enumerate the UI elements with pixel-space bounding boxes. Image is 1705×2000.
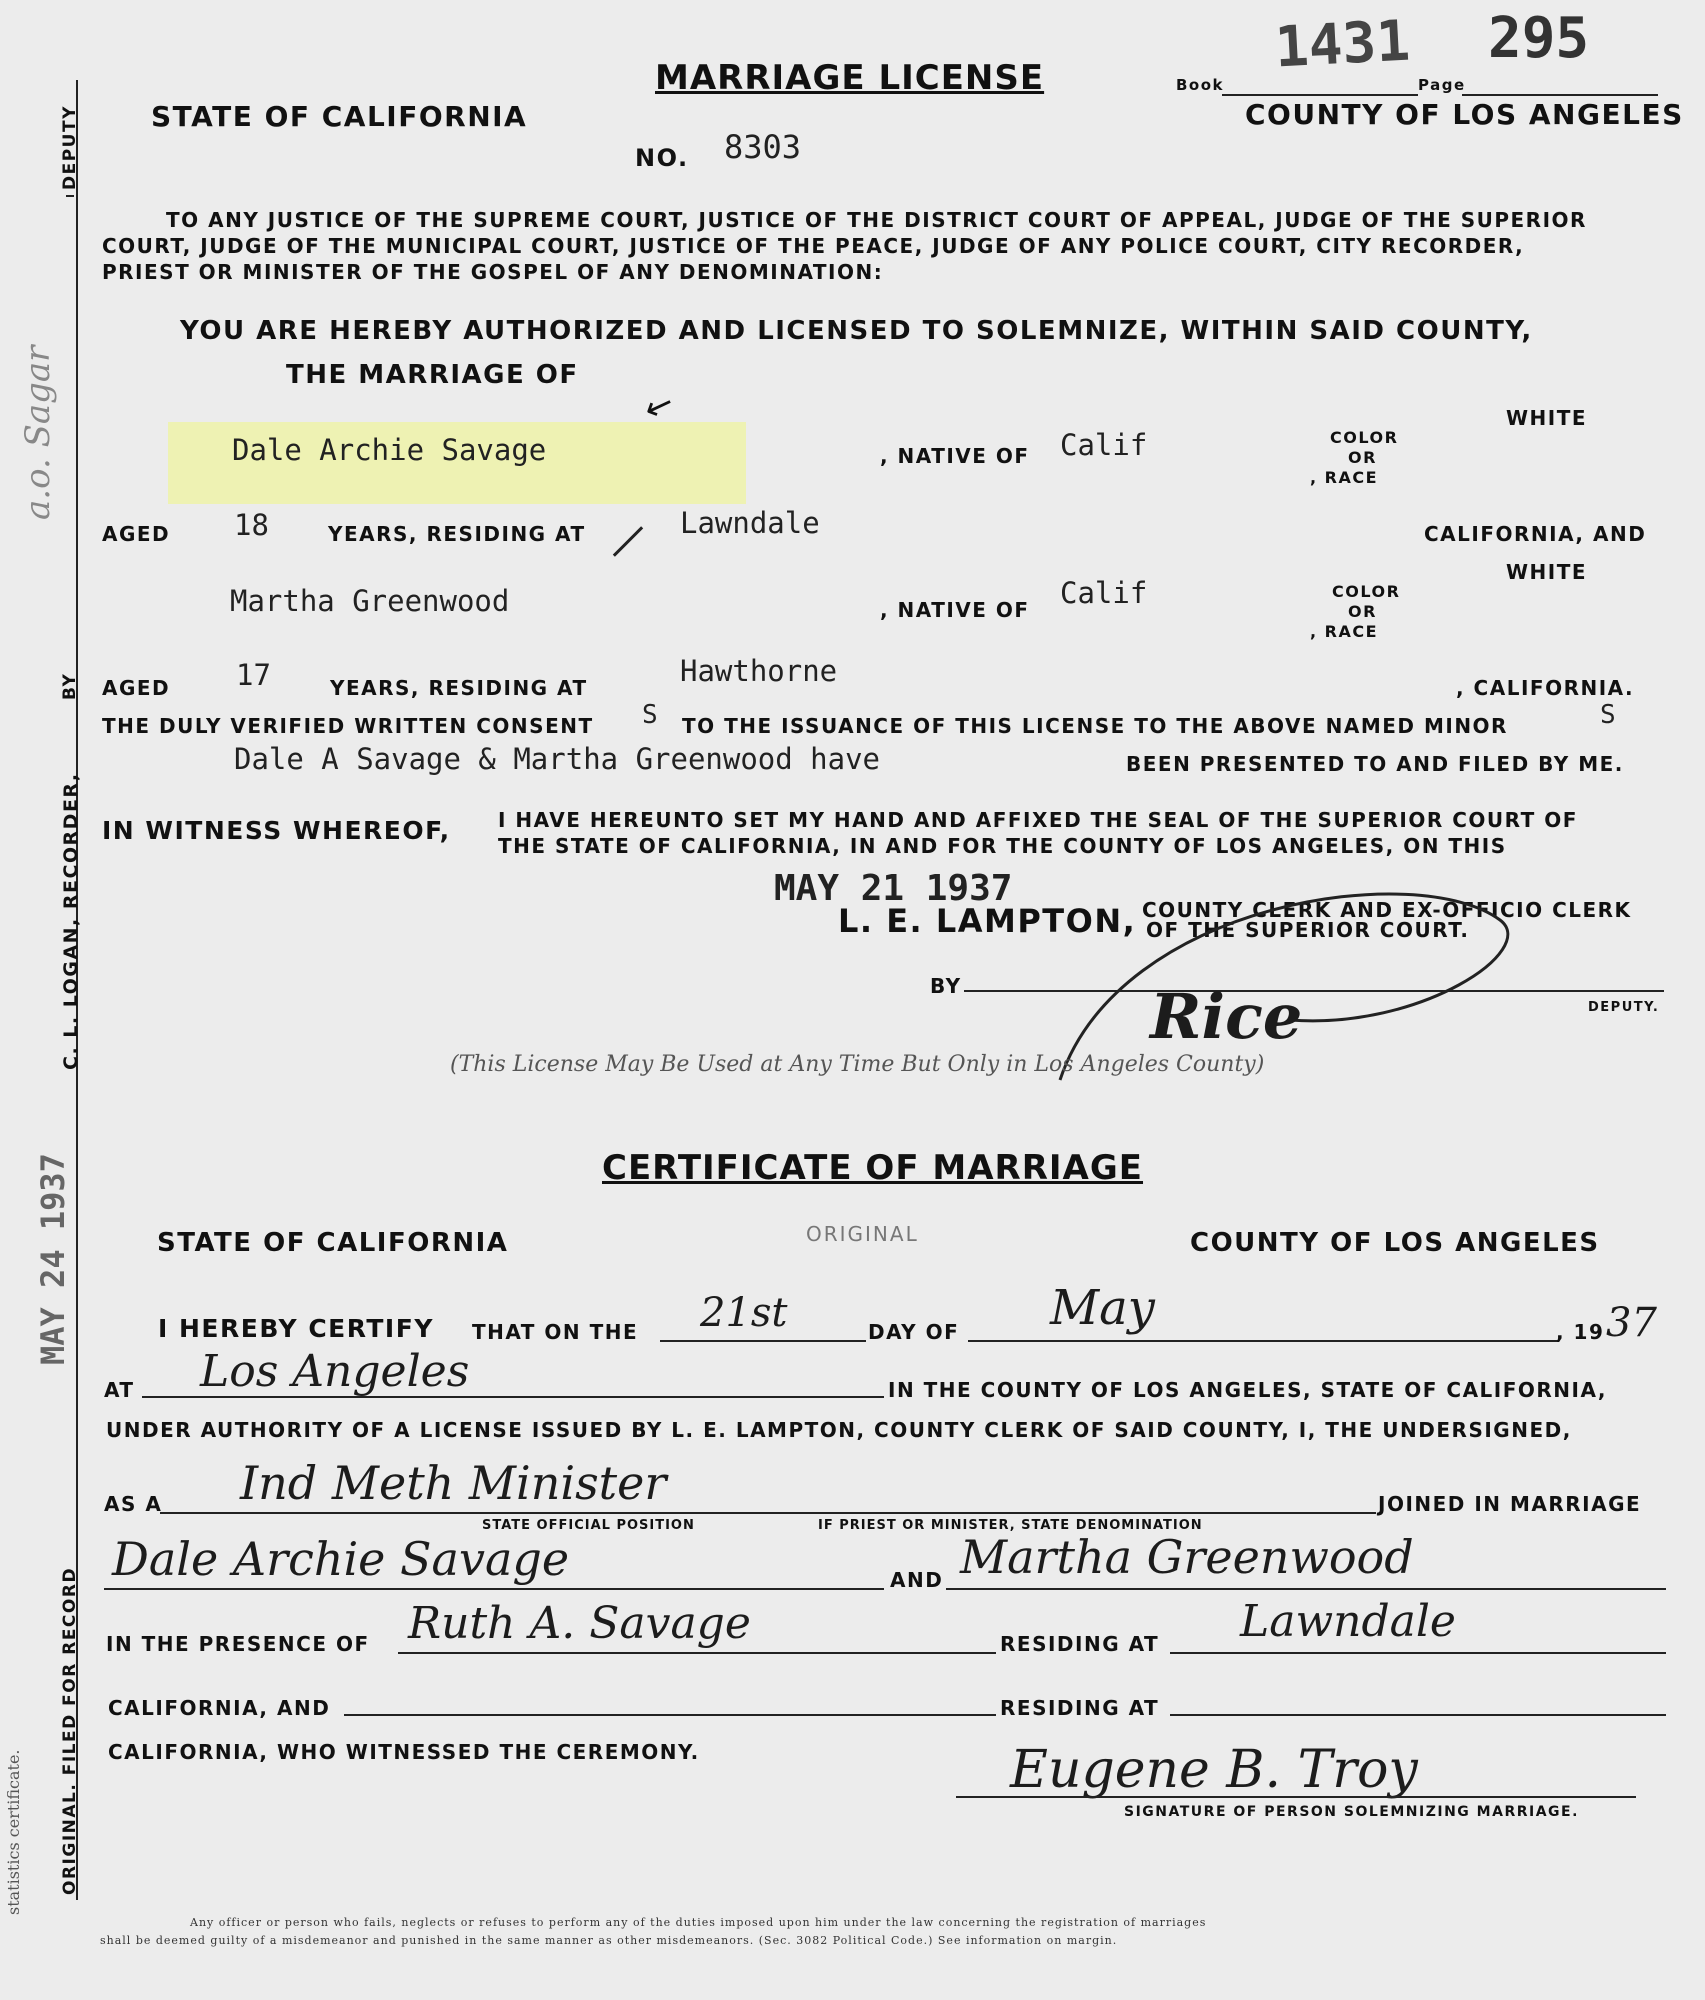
witness-text-2: THE STATE OF CALIFORNIA, IN AND FOR THE COUNTY OF LOS ANGELES, ON THIS (498, 834, 1507, 858)
consent-names: Dale A Savage & Martha Greenwood have (234, 742, 881, 776)
ceremony-text: CALIFORNIA, WHO WITNESSED THE CEREMONY. (108, 1740, 700, 1764)
by-label: BY (930, 974, 962, 998)
bride-color-label: COLOR (1332, 582, 1401, 601)
second-witness-line (344, 1714, 996, 1716)
groom-name: Dale Archie Savage (232, 433, 547, 467)
year-prefix: , 19 (1556, 1320, 1605, 1344)
bride-native: Calif (1060, 576, 1148, 610)
page-number-stamp: 295 (1488, 6, 1590, 71)
footer-line-2: shall be deemed guilty of a misdemeanor and punished in the same manner as other misdemeanors. (Sec. 3082 Political Code.) See information on margin. (100, 1934, 1118, 1947)
as-a-label: AS A (104, 1492, 163, 1516)
groom-age: 18 (234, 508, 269, 542)
consent-text-b: TO THE ISSUANCE OF THIS LICENSE TO THE ABOVE NAMED MINOR (682, 714, 1508, 738)
certificate-month: May (1050, 1280, 1155, 1336)
consent-plural-2: S (1600, 700, 1616, 730)
marriage-of-label: THE MARRIAGE OF (286, 360, 579, 390)
position-line (160, 1512, 1376, 1514)
bride-residing-label: YEARS, RESIDING AT (330, 676, 588, 700)
groom-race: WHITE (1506, 406, 1588, 430)
original-label: ORIGINAL (806, 1222, 919, 1246)
license-state: STATE OF CALIFORNIA (151, 100, 528, 133)
deputy-tick (66, 195, 74, 197)
certificate-place: Los Angeles (200, 1346, 470, 1397)
denomination-caption: IF PRIEST OR MINISTER, STATE DENOMINATION (818, 1518, 1203, 1533)
signature-caption: SIGNATURE OF PERSON SOLEMNIZING MARRIAGE. (1124, 1804, 1579, 1820)
deputy-label: DEPUTY. (1588, 1000, 1660, 1015)
bride-race-label: , RACE (1310, 622, 1379, 641)
residing-at-label-2: RESIDING AT (1000, 1696, 1160, 1720)
clerk-title-2: OF THE SUPERIOR COURT. (1146, 918, 1470, 942)
addressees-line-3: PRIEST OR MINISTER OF THE GOSPEL OF ANY DENOMINATION: (102, 260, 884, 284)
recorder-name: C. L. LOGAN, RECORDER, (60, 772, 82, 1070)
position-caption: STATE OFFICIAL POSITION (482, 1518, 695, 1533)
checkmark-icon: ↙ (639, 382, 680, 430)
bride-line (946, 1588, 1666, 1590)
clerk-name: L. E. LAMPTON, (838, 902, 1137, 940)
california-and-label: CALIFORNIA, AND (1424, 522, 1647, 546)
certificate-state: STATE OF CALIFORNIA (157, 1228, 509, 1258)
consent-text-c: BEEN PRESENTED TO AND FILED BY ME. (1126, 752, 1624, 776)
filed-for-record-label: ORIGINAL. FILED FOR RECORD (60, 1566, 80, 1895)
joined-label: JOINED IN MARRIAGE (1378, 1492, 1642, 1516)
that-on-the-label: THAT ON THE (472, 1320, 639, 1344)
addressees-line-1: TO ANY JUSTICE OF THE SUPREME COURT, JUSTICE OF THE DISTRICT COURT OF APPEAL, JUDGE OF THE SUPERIOR (166, 208, 1587, 232)
license-date-stamp: MAY 21 1937 (774, 868, 1013, 909)
groom-residing-label: YEARS, RESIDING AT (328, 522, 586, 546)
groom-aged-label: AGED (102, 522, 171, 546)
license-no-label: NO. (635, 144, 689, 172)
authority-text: UNDER AUTHORITY OF A LICENSE ISSUED BY L. E. LAMPTON, COUNTY CLERK OF SAID COUNTY, I, THE UNDERSIGNED, (106, 1418, 1572, 1442)
california-label: , CALIFORNIA. (1456, 676, 1635, 700)
witness-residence: Lawndale (1240, 1596, 1456, 1647)
recorder-by-label: BY (60, 672, 80, 700)
signature-line (956, 1796, 1636, 1798)
margin-footnote: statistics certificate. (4, 1749, 23, 1915)
groom-color-label: COLOR (1330, 428, 1399, 447)
officiant-position: Ind Meth Minister (240, 1456, 667, 1510)
bride-race: WHITE (1506, 560, 1588, 584)
residing-at-label: RESIDING AT (1000, 1632, 1160, 1656)
page-label: Page (1418, 76, 1466, 94)
license-usage-note: (This License May Be Used at Any Time But Only in Los Angeles County) (450, 1052, 1265, 1077)
witness-line (398, 1652, 996, 1654)
license-number: 8303 (724, 128, 802, 166)
bride-aged-label: AGED (102, 676, 171, 700)
certificate-year: 37 (1606, 1300, 1657, 1346)
recorder-block (60, 673, 80, 700)
certificate-title: CERTIFICATE OF MARRIAGE (602, 1148, 1144, 1188)
authorization-text: YOU ARE HEREBY AUTHORIZED AND LICENSED TO SOLEMNIZE, WITHIN SAID COUNTY, (180, 316, 1533, 346)
groom-line (104, 1588, 884, 1590)
certificate-bride: Martha Greenwood (960, 1530, 1414, 1584)
clerk-title-1: COUNTY CLERK AND EX-OFFICIO CLERK (1142, 898, 1632, 922)
day-line (660, 1340, 866, 1342)
second-residence-line (1170, 1714, 1666, 1716)
california-and-label-2: CALIFORNIA, AND (108, 1696, 331, 1720)
in-county-text: IN THE COUNTY OF LOS ANGELES, STATE OF CALIFORNIA, (888, 1378, 1607, 1402)
certificate-county: COUNTY OF LOS ANGELES (1190, 1228, 1600, 1258)
at-label: AT (104, 1378, 135, 1402)
addressees-line-2: COURT, JUDGE OF THE MUNICIPAL COURT, JUSTICE OF THE PEACE, JUDGE OF ANY POLICE COURT, CITY RECORDER, (102, 234, 1525, 258)
certificate-day: 21st (700, 1290, 788, 1336)
groom-residence: Lawndale (680, 506, 820, 540)
filed-date-stamp: MAY 24 1937 (34, 1153, 72, 1365)
certificate-groom: Dale Archie Savage (112, 1532, 570, 1586)
certify-label: I HEREBY CERTIFY (158, 1314, 434, 1343)
book-number-stamp: 1431 (1273, 8, 1412, 81)
groom-or-label: OR (1348, 448, 1377, 467)
bride-name: Martha Greenwood (230, 584, 510, 618)
witness-text-1: I HAVE HEREUNTO SET MY HAND AND AFFIXED THE SEAL OF THE SUPERIOR COURT OF (498, 808, 1578, 832)
margin-handwritten-initials: a.o. Sagar (18, 345, 58, 520)
deputy-signature: Rice (1150, 980, 1303, 1053)
consent-plural-1: S (642, 700, 658, 730)
month-line (968, 1340, 1558, 1342)
book-label: Book (1176, 76, 1225, 94)
day-of-label: DAY OF (868, 1320, 960, 1344)
page-line (1462, 94, 1658, 96)
groom-native: Calif (1060, 428, 1148, 462)
license-county: COUNTY OF LOS ANGELES (1245, 98, 1684, 131)
bride-native-label: , NATIVE OF (880, 598, 1030, 622)
bride-residence: Hawthorne (680, 654, 838, 688)
deputy-margin-label: DEPUTY (60, 105, 80, 190)
presence-label: IN THE PRESENCE OF (106, 1632, 370, 1656)
bride-age: 17 (236, 658, 271, 692)
license-title: MARRIAGE LICENSE (655, 58, 1045, 98)
groom-native-label: , NATIVE OF (880, 444, 1030, 468)
witness-residence-line (1170, 1652, 1666, 1654)
bride-or-label: OR (1348, 602, 1377, 621)
bride-tick-mark (613, 526, 643, 556)
groom-race-label: , RACE (1310, 468, 1379, 487)
consent-text-a: THE DULY VERIFIED WRITTEN CONSENT (102, 714, 594, 738)
book-line (1222, 94, 1418, 96)
officiant-signature: Eugene B. Troy (1010, 1740, 1418, 1800)
and-label: AND (890, 1568, 944, 1592)
witness-name: Ruth A. Savage (408, 1598, 751, 1649)
witness-whereof-label: IN WITNESS WHEREOF, (102, 816, 451, 845)
footer-line-1: Any officer or person who fails, neglects or refuses to perform any of the duties imposed upon him under the law concerning the registration of marriages (190, 1916, 1207, 1929)
